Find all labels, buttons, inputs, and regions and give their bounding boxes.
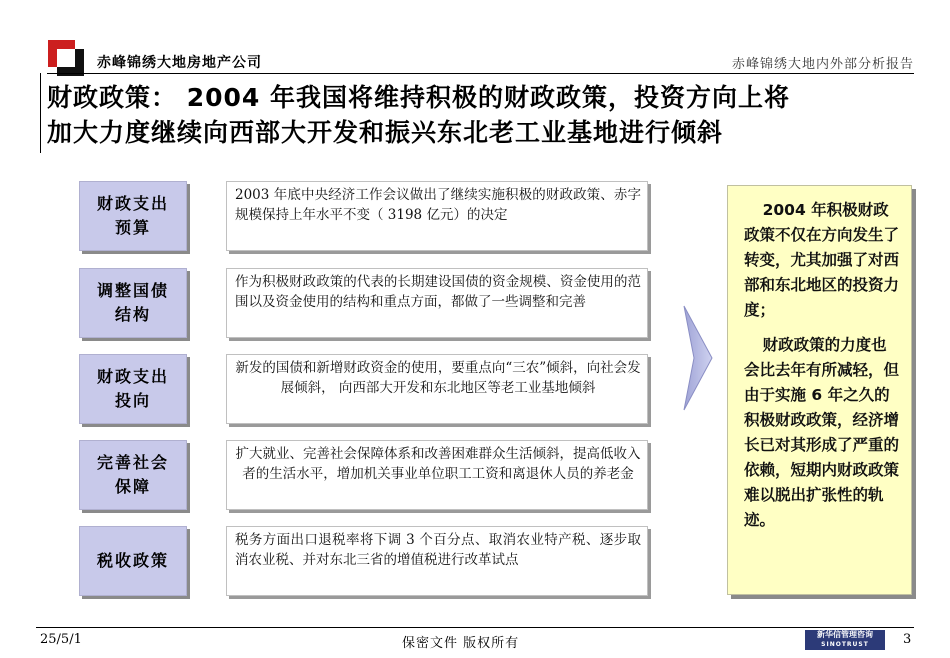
page-number: 3: [903, 632, 912, 647]
header-divider: [47, 73, 914, 74]
summary-box: [727, 185, 912, 595]
policy-label-spending-direction: 财政支出 投向: [79, 354, 187, 424]
page-title-line-1: 财政政策： 2004 年我国将维持积极的财政政策，投资方向上将: [47, 83, 790, 112]
policy-desc-spending-direction: 新发的国债和新增财政资金的使用，要重点向“三农”倾斜，向社会发展倾斜， 向西部大开发和东北地区等老工业基地倾斜: [226, 354, 648, 424]
company-logo: [48, 40, 84, 76]
policy-label-social-security: 完善社会 保障: [79, 440, 187, 510]
company-name: 赤峰锦绣大地房地产公司: [97, 55, 262, 71]
policy-label-budget: 财政支出 预算: [79, 181, 187, 251]
policy-desc-tax: 税务方面出口退税率将下调 3 个百分点、取消农业特产税、逐步取消农业税、并对东北三省的增值税进行改革试点: [226, 526, 648, 596]
summary-paragraph-2: 财政政策的力度也会比去年有所减轻，但由于实施 6 年之久的积极财政政策，经济增长已对其形成了严重的依赖，短期内财政政策难以脱出扩张性的轨迹。: [744, 336, 900, 529]
summary-paragraph-1: 2004 年积极财政政策不仅在方向发生了转变，尤其加强了对西部和东北地区的投资力度；: [744, 201, 900, 319]
report-title: 赤峰锦绣大地内外部分析报告: [731, 57, 914, 72]
page-title: [47, 80, 927, 150]
policy-label-tax: 税收政策: [79, 526, 187, 596]
page-title-line-2: 加大力度继续向西部大开发和振兴东北老工业基地进行倾斜: [47, 118, 724, 147]
footer-date: 25/5/1: [40, 632, 82, 647]
right-arrow-icon: [682, 298, 716, 418]
policy-desc-bond-structure: 作为积极财政政策的代表的长期建设国债的资金规模、资金使用的范围以及资金使用的结构和重点方面，都做了一些调整和完善: [226, 268, 648, 338]
policy-desc-social-security: 扩大就业、完善社会保障体系和改善困难群众生活倾斜，提高低收入者的生活水平，增加机关事业单位职工工资和离退休人员的养老金: [226, 440, 648, 510]
consultancy-logo: 新华信管理咨询 SINOTRUST: [805, 630, 885, 650]
footer-confidential: 保密文件 版权所有: [402, 636, 520, 651]
title-accent-line: [40, 73, 41, 153]
footer-divider: [36, 627, 914, 628]
policy-desc-budget: 2003 年底中央经济工作会议做出了继续实施积极的财政政策、赤字规模保持上年水平不变（ 3198 亿元）的决定: [226, 181, 648, 251]
policy-label-bond-structure: 调整国债 结构: [79, 268, 187, 338]
